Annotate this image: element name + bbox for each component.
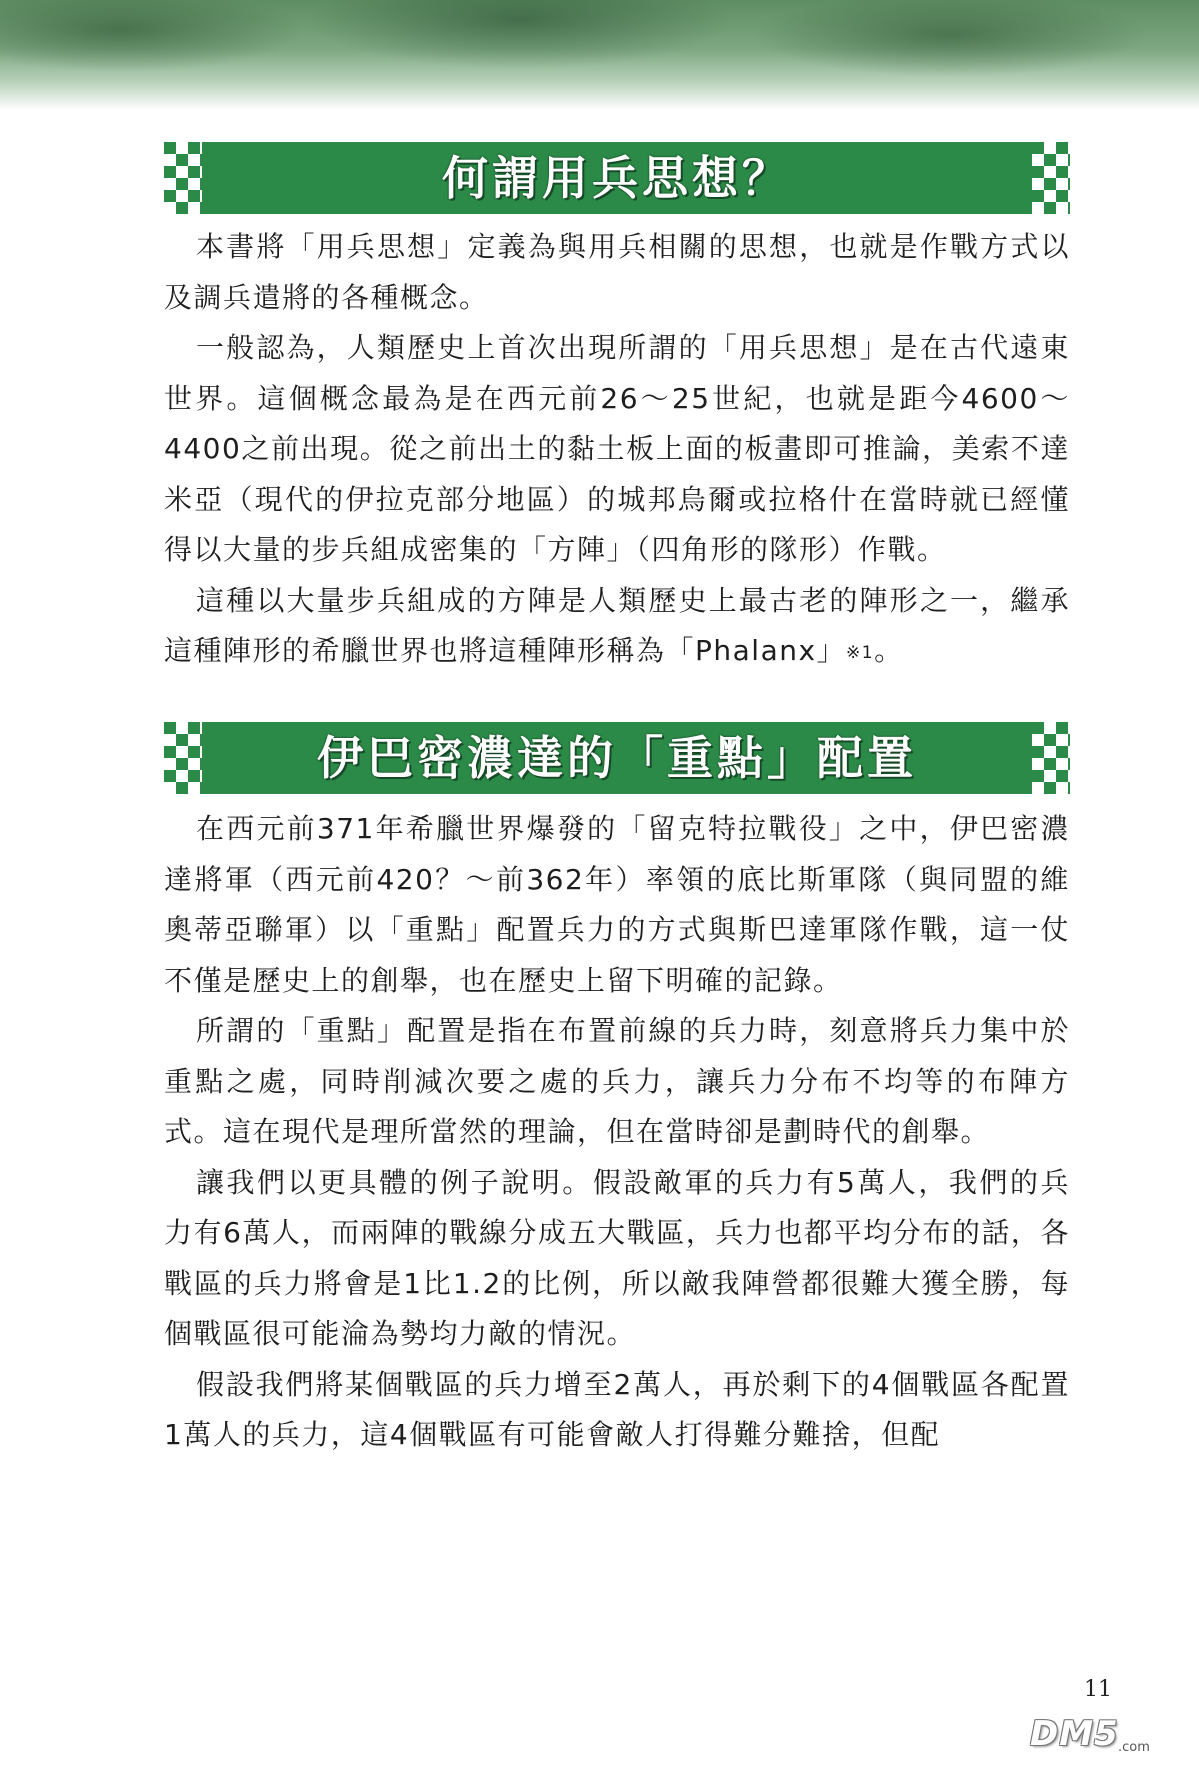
section-body bbox=[164, 804, 1070, 1461]
section-heading-bar bbox=[164, 142, 1070, 214]
paragraph-text: 這種以大量步兵組成的方陣是人類歷史上最古老的陣形之一，繼承這種陣形的希臘世界也將這種陣形稱為「Phalanx」 bbox=[164, 583, 1070, 667]
watermark-domain: .com bbox=[1118, 1740, 1150, 1755]
paragraph-end: 。 bbox=[874, 634, 904, 667]
section-heading-bar bbox=[164, 722, 1070, 794]
paragraph bbox=[164, 576, 1070, 677]
footnote-marker: ※1 bbox=[846, 643, 875, 663]
watermark-logo: DM5 bbox=[1030, 1714, 1119, 1754]
paragraph: 假設我們將某個戰區的兵力增至2萬人，再於剩下的4個戰區各配置1萬人的兵力，這4個戰區有可能會敵人打得難分難捨，但配 bbox=[164, 1367, 1070, 1451]
paragraph: 在西元前371年希臘世界爆發的「留克特拉戰役」之中，伊巴密濃達將軍（西元前420？〜前362年）率領的底比斯軍隊（與同盟的維奧蒂亞聯軍）以「重點」配置兵力的方式與斯巴達軍隊作戰，這一仗不僅是歷史上的創舉，也在歷史上留下明確的記錄。 bbox=[164, 812, 1070, 997]
paragraph: 本書將「用兵思想」定義為與用兵相關的思想，也就是作戰方式以及調兵遣將的各種概念。 bbox=[164, 230, 1070, 314]
paragraph: 一般認為，人類歷史上首次出現所謂的「用兵思想」是在古代遠東世界。這個概念最為是在西元前26〜25世紀，也就是距今4600〜4400之前出現。從之前出土的黏土板上面的板畫即可推論，美索不達米亞（現代的伊拉克部分地區）的城邦烏爾或拉格什在當時就已經懂得以大量的步兵組成密集的「方陣」（四角形的隊形）作戰。 bbox=[164, 331, 1070, 566]
section-heading: 伊巴密濃達的「重點」配置 bbox=[317, 731, 917, 785]
paragraph: 所謂的「重點」配置是指在布置前線的兵力時，刻意將兵力集中於重點之處，同時削減次要之處的兵力，讓兵力分布不均等的布陣方式。這在現代是理所當然的理論，但在當時卻是劃時代的創舉。 bbox=[164, 1014, 1070, 1148]
page-number: 11 bbox=[1084, 1677, 1112, 1702]
checker-ornament-right bbox=[1032, 142, 1070, 214]
checker-ornament-left bbox=[164, 722, 202, 794]
paragraph: 讓我們以更具體的例子說明。假設敵軍的兵力有5萬人，我們的兵力有6萬人，而兩陣的戰線分成五大戰區，兵力也都平均分布的話，各戰區的兵力將會是1比1.2的比例，所以敵我陣營都很難大獲全勝，每個戰區很可能淪為勢均力敵的情況。 bbox=[164, 1165, 1070, 1350]
checker-ornament-left bbox=[164, 142, 202, 214]
checker-ornament-right bbox=[1032, 722, 1070, 794]
section-body bbox=[164, 222, 1070, 677]
header-texture-band bbox=[0, 0, 1199, 110]
section-heading: 何謂用兵思想？ bbox=[442, 151, 792, 205]
